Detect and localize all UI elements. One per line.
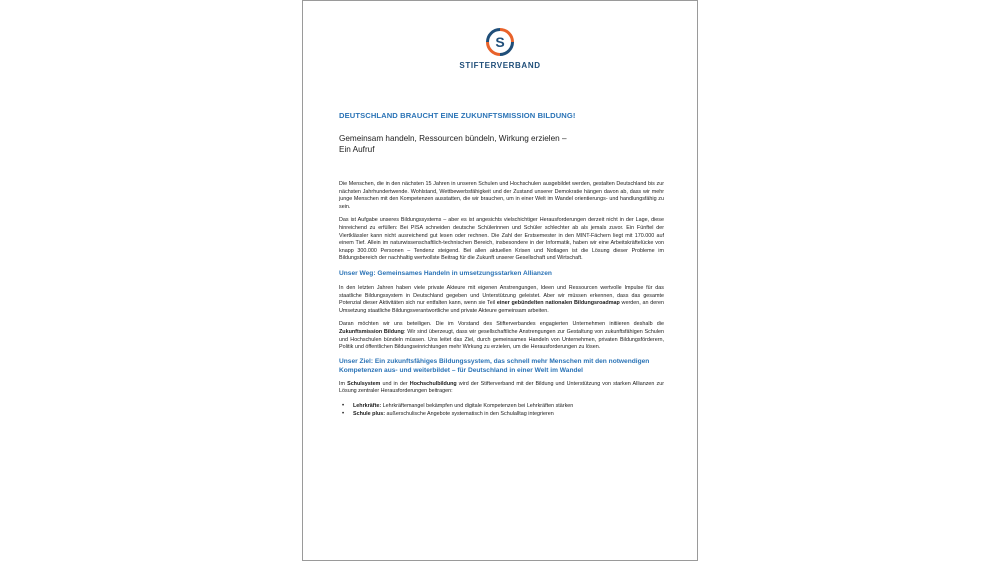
document-headline: DEUTSCHLAND BRAUCHT EINE ZUKUNFTSMISSION BILDUNG! [339,111,576,120]
bullet-text: Lehrkräftemangel bekämpfen und digitale Kompetenzen bei Lehrkräften stärken [381,402,574,409]
document-page [302,0,698,561]
document-subtitle [339,133,664,155]
paragraph-private-actors-text-2: werden, an deren Umsetzung staatliche Bildungsverantwortliche und private Akteure gemeinsam arbeiten. [339,300,664,314]
stifterverband-logo-mark-icon [485,27,515,57]
paragraph-initiative-text-1: Daran möchten wir uns beteiligen. Die im Vorstand des Stifterverbandes engagierten Unternehmen initiieren deshalb die [339,321,664,328]
svg-text:S: S [495,34,505,50]
paragraph-school-text-3: wird der Stifterverband mit der Bildung und Unterstützung von starken Allianzen zur Lösung zentraler Herausforderungen beitragen: [339,380,664,395]
paragraph-private-actors-text-1: In den letzten Jahren haben viele private Akteure mit eigenen Anstrengungen, Ideen und Ressourcen wertvolle Impulse für das staatliche Bildungssystem in Deutschland gegeben und Unterstützung geleistet. Aber wir müssen erkennen, dass das gesamte Potenzial dieser Aktivitäten sich nur entfalten kann, wenn sie Teil [339,284,664,307]
paragraph-school-bold-1: Schulsystem [347,380,381,387]
section-heading-weg: Unser Weg: Gemeinsames Handeln in umsetzungsstarken Allianzen [339,269,552,277]
bullet-icon: • [342,411,345,418]
paragraph-initiative-bold: Zukunftsmission Bildung [339,328,404,335]
bullet-icon: • [342,402,345,409]
stifterverband-logo [303,27,697,70]
paragraph-school-bold-2: Hochschulbildung [409,380,457,387]
bullet-term: Schule plus: [353,411,386,418]
paragraph-private-actors [339,285,664,315]
paragraph-school-text-1: Im [339,380,348,387]
document-content [339,111,664,419]
bullet-term: Lehrkräfte: [353,402,382,409]
paragraph-school-text-2: und in der [380,380,410,387]
paragraph-initiative-text-2: : Wir sind überzeugt, dass wir gesellschaftliche Anstrengungen zur Gestaltung von zukunftsfähigen Schulen und Hochschulen bündeln müssen. Uns leitet das Ziel, durch gemeinsames Handeln von Unternehmen, privaten Bildungsförderern, Politik und öffentlichen Bildungseinrichtungen mehr Wirkung zu erzielen, um die Herausforderungen zu lösen. [339,328,665,351]
subtitle-line-2: Ein Aufruf [339,145,375,154]
paragraph-challenges: Das ist Aufgabe unseres Bildungssystems – aber es ist angesichts vielschichtiger Herausforderungen derzeit nicht in der Lage, diese hinreichend zu erfüllen: Bei PISA schneiden deutsche Schülerinnen und Schüler schlechter ab als jemals zuvor. Ein Fünftel der Viertklässler kann nicht ausreichend gut lesen oder rechnen. Die Zahl der Erstsemester in den MINT-Fächern liegt mit 170.000 auf einem Tief. Allein im naturwissenschaftlich-technischen Bereich, insbesondere in der Informatik, haben wir eine Arbeitskräftelücke von knapp 300.000 Personen – Tendenz steigend. Bei allen aktuellen Krisen und Notlagen ist die Lösung dieser Probleme im Bildungsbereich der nachhaltig wertvollste Beitrag für die Zukunft unserer Gesellschaft und Wirtschaft. [339,217,664,262]
bullet-text: außerschulische Angebote systematisch in den Schulalltag integrieren [385,411,554,418]
section-heading-ziel: Unser Ziel: Ein zukunftsfähiges Bildungssystem, das schnell mehr Menschen mit den notwendigen Kompetenzen aus- und weiterbildet – für Deutschland in einer Welt im Wandel [339,357,650,374]
logo-wordmark: STIFTERVERBAND [459,61,541,70]
paragraph-intro: Die Menschen, die in den nächsten 15 Jahren in unseren Schulen und Hochschulen ausgebildet werden, gestalten Deutschland bis zur nächsten Jahrhundertwende. Wohlstand, Wettbewerbsfähigkeit und der Zustand unserer Demokratie hängen davon ab, dass wir mehr junge Menschen mit den Kompetenzen ausstatten, die wir brauchen, um in einer Welt im Wandel orientierungs- und handlungsfähig zu sein. [339,181,664,210]
bullet-list [339,402,664,419]
subtitle-line-1: Gemeinsam handeln, Ressourcen bündeln, Wirkung erzielen – [339,134,567,143]
paragraph-school-system [339,381,664,396]
paragraph-private-actors-bold: einer gebündelten nationalen Bildungsroadmap [496,300,620,307]
bullet-item-schule-plus [339,410,664,418]
bullet-item-lehrkraefte [339,402,664,410]
paragraph-initiative [339,321,664,351]
